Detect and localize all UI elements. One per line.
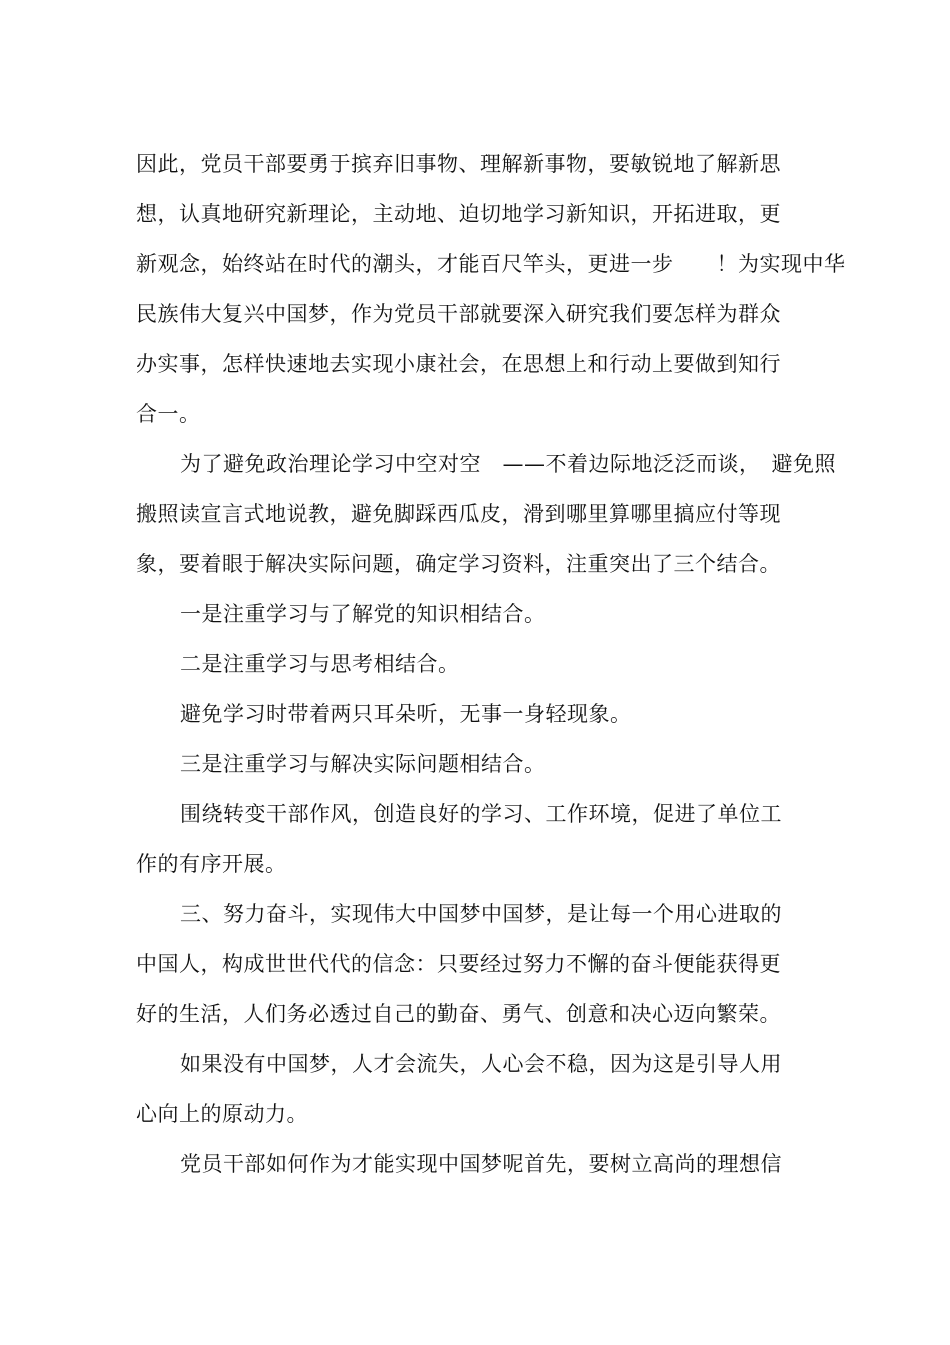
text-line: 想，认真地研究新理论，主动地、迫切地学习新知识，开拓进取，更 (136, 202, 781, 226)
text-line: 一是注重学习与了解党的知识相结合。 (180, 602, 546, 626)
text-line: 办实事，怎样快速地去实现小康社会，在思想上和行动上要做到知行 (136, 352, 781, 376)
text-line: 二是注重学习与思考相结合。 (180, 652, 460, 676)
text-line: 党员干部如何作为才能实现中国梦呢首先，要树立高尚的理想信 (180, 1152, 782, 1176)
text-line: 合一。 (136, 402, 201, 426)
text-line: 因此，党员干部要勇于摈弃旧事物、理解新事物，要敏锐地了解新思 (136, 152, 781, 176)
text-line: 三、努力奋斗，实现伟大中国梦中国梦，是让每一个用心进取的 (180, 902, 782, 926)
text-line: 三是注重学习与解决实际问题相结合。 (180, 752, 546, 776)
text-line: 搬照读宣言式地说教，避免脚踩西瓜皮，滑到哪里算哪里搞应付等现 (136, 502, 781, 526)
text-line: 心向上的原动力。 (136, 1102, 308, 1126)
text-line: 避免学习时带着两只耳朵听，无事一身轻现象。 (180, 702, 632, 726)
text-line: 作的有序开展。 (136, 852, 287, 876)
text-line: 象，要着眼于解决实际问题，确定学习资料，注重突出了三个结合。 (136, 552, 781, 576)
text-line: 围绕转变干部作风，创造良好的学习、工作环境，促进了单位工 (180, 802, 782, 826)
text-line: 新观念，始终站在时代的潮头，才能百尺竿头，更进一步 ！为实现中华 (136, 252, 846, 276)
text-line: 为了避免政治理论学习中空对空 ——不着边际地泛泛而谈， 避免照 (180, 452, 836, 476)
text-line: 中国人，构成世世代代的信念：只要经过努力不懈的奋斗便能获得更 (136, 952, 781, 976)
text-line: 如果没有中国梦，人才会流失，人心会不稳，因为这是引导人用 (180, 1052, 782, 1076)
text-line: 民族伟大复兴中国梦，作为党员干部就要深入研究我们要怎样为群众 (136, 302, 781, 326)
text-line: 好的生活，人们务必透过自己的勤奋、勇气、创意和决心迈向繁荣。 (136, 1002, 781, 1026)
